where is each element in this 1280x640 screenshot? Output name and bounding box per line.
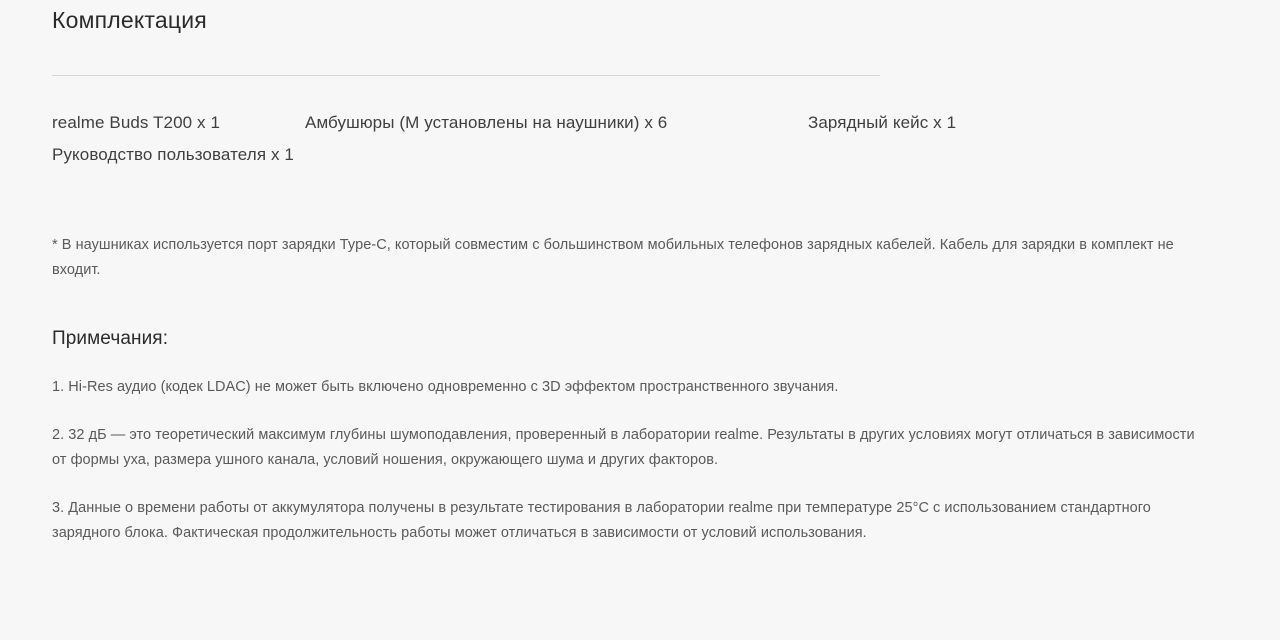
package-contents-row — [52, 107, 1228, 171]
list-item: Руководство пользователя x 1 — [52, 145, 294, 164]
notes-heading: Примечания: — [52, 328, 169, 349]
note-item: 3. Данные о времени работы от аккумулятора получены в результате тестирования в лаборатории realme при температуре 25°C с использованием стандартного зарядного блока. Фактическая продолжительность работы может отличаться в зависимости от условий использования. — [52, 500, 1151, 541]
title-divider — [52, 75, 880, 76]
package-contents-list — [52, 107, 1228, 171]
charging-port-footnote: * В наушниках используется порт зарядки Type-C, который совместим с большинством мобильных телефонов зарядных кабелей. Кабель для зарядки в комплект не входит. — [52, 237, 1174, 278]
list-item: Амбушюры (М установлены на наушники) x 6 — [305, 113, 668, 132]
page-title: Комплектация — [52, 7, 207, 33]
note-item: 1. Hi-Res аудио (кодек LDAC) не может быть включено одновременно с 3D эффектом пространственного звучания. — [52, 379, 839, 395]
note-item: 2. 32 дБ — это теоретический максимум глубины шумоподавления, проверенный в лаборатории realme. Результаты в других условиях могут отличаться в зависимости от формы уха, размера ушного канала, условий ношения, окружающего шума и других факторов. — [52, 427, 1195, 468]
list-item: realme Buds T200 x 1 — [52, 113, 220, 132]
list-item: Зарядный кейс x 1 — [808, 113, 957, 132]
